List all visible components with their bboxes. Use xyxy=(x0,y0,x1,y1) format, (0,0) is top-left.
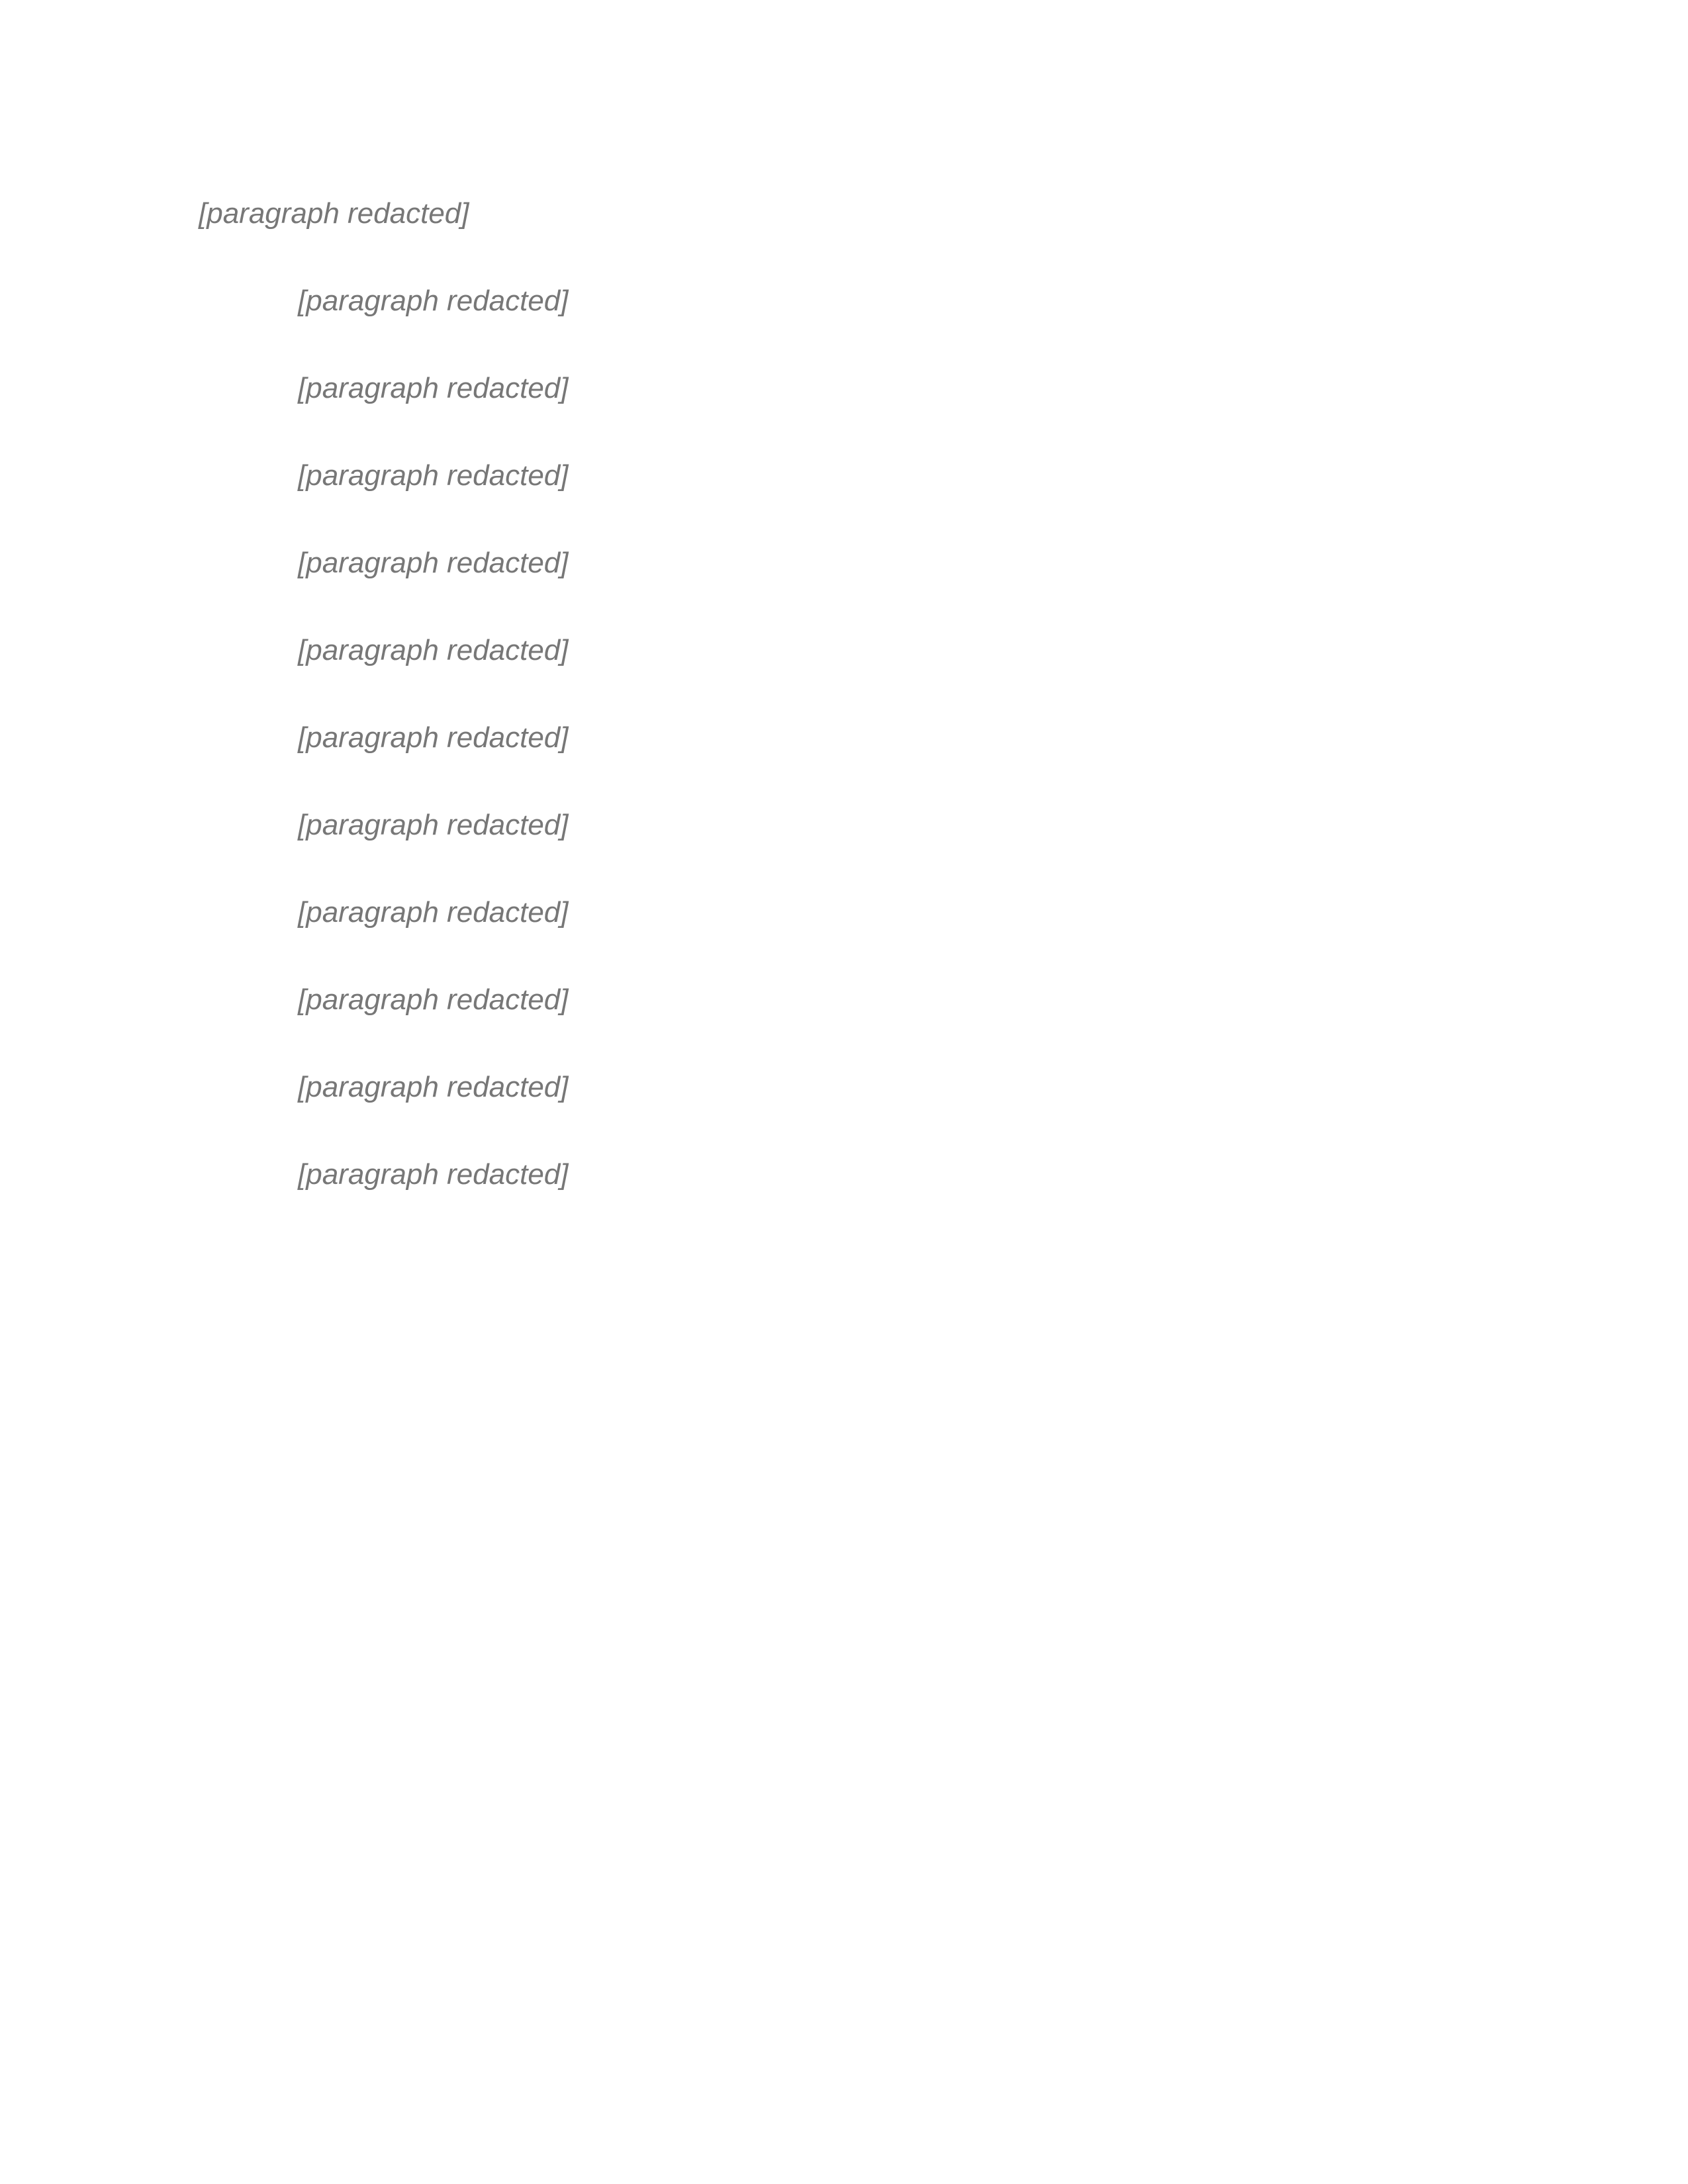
paragraph: [paragraph redacted] xyxy=(199,197,469,230)
paragraph: [paragraph redacted] xyxy=(298,1071,569,1103)
paragraph: [paragraph redacted] xyxy=(298,547,569,579)
paragraph: [paragraph redacted] xyxy=(298,1158,569,1191)
paragraph: [paragraph redacted] xyxy=(298,809,569,841)
paragraph: [paragraph redacted] xyxy=(298,721,569,754)
paragraph: [paragraph redacted] xyxy=(298,285,569,317)
paragraph: [paragraph redacted] xyxy=(298,372,569,404)
paragraph: [paragraph redacted] xyxy=(298,983,569,1016)
paragraph: [paragraph redacted] xyxy=(298,459,569,492)
paragraph: [paragraph redacted] xyxy=(298,896,569,929)
paragraph: [paragraph redacted] xyxy=(298,634,569,666)
